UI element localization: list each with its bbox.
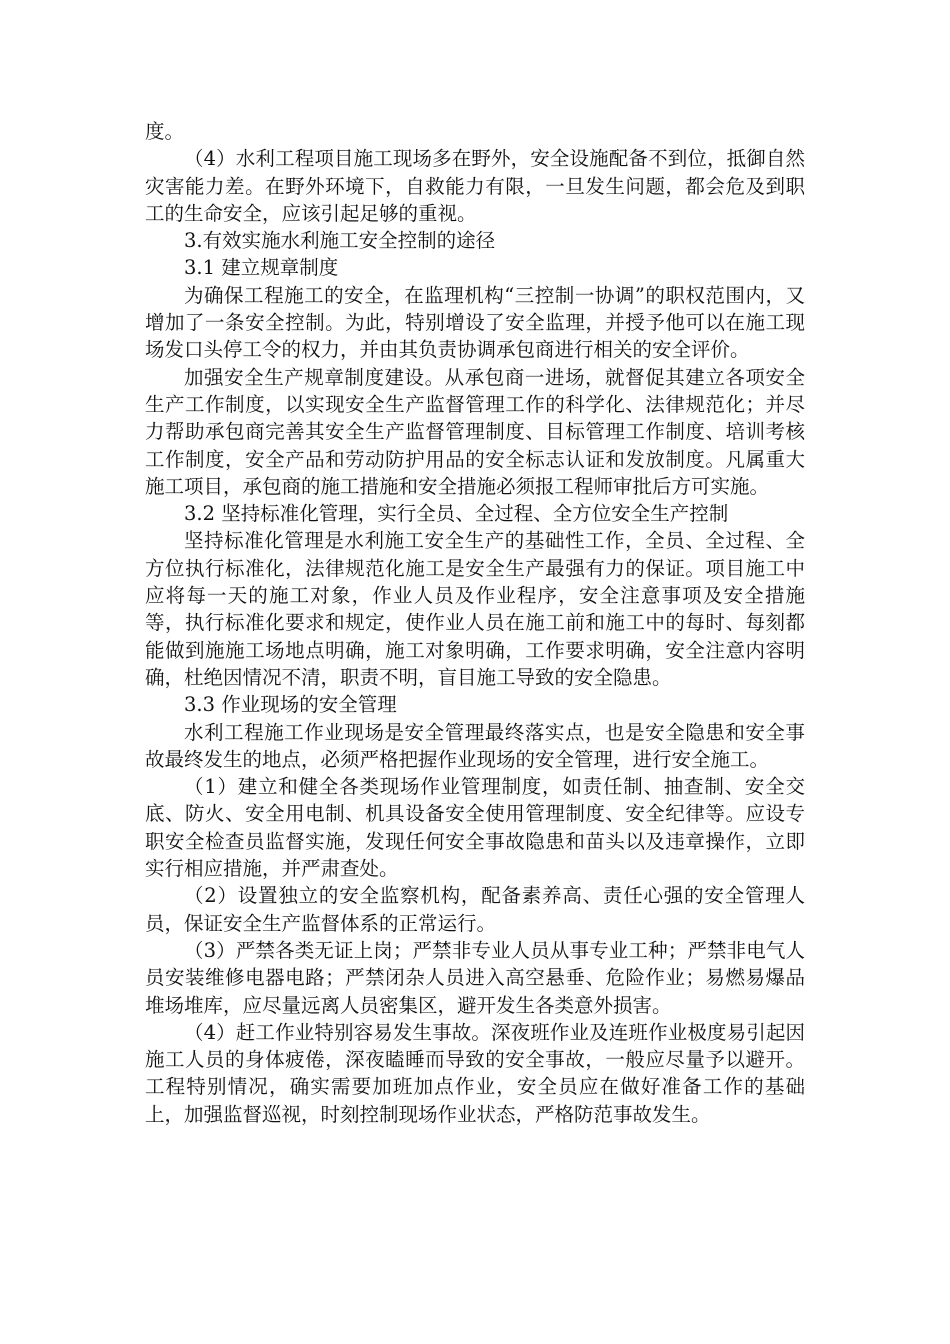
subsection-heading-3-2: 3.2 坚持标准化管理，实行全员、全过程、全方位安全生产控制 bbox=[184, 502, 729, 526]
paragraph-measure-2: （2）设置独立的安全监察机构，配备素养高、责任心强的安全管理人员，保证安全生产监督体系的正常运行。 bbox=[145, 884, 805, 935]
subsection-heading-3-1: 3.1 建立规章制度 bbox=[184, 256, 339, 280]
subsection-heading-3-3: 3.3 作业现场的安全管理 bbox=[184, 693, 397, 717]
paragraph-safety-supervision: 为确保工程施工的安全，在监理机构“三控制一协调”的职权范围内，又增加了一条安全控制。为此，特别增设了安全监理，并授予他可以在施工现场发口头停工令的权力，并由其负责协调承包商进行相关的安全评价。 bbox=[145, 283, 805, 362]
paragraph-measure-1: （1）建立和健全各类现场作业管理制度，如责任制、抽查制、安全交底、防火、安全用电制、机具设备安全使用管理制度、安全纪律等。应设专职安全检查员监督实施，发现任何安全事故隐患和苗头以及违章操作，立即实行相应措施，并严肃查处。 bbox=[145, 775, 805, 881]
paragraph-site-management: 水利工程施工作业现场是安全管理最终落实点，也是安全隐患和安全事故最终发生的地点，必须严格把握作业现场的安全管理，进行安全施工。 bbox=[145, 720, 805, 771]
paragraph-standardization: 坚持标准化管理是水利施工安全生产的基础性工作，全员、全过程、全方位执行标准化，法律规范化施工是安全生产最强有力的保证。项目施工中应将每一天的施工对象，作业人员及作业程序，安全注意事项及安全措施等，执行标准化要求和规定，使作业人员在施工前和施工中的每时、每刻都能做到施施工场地点明确，施工对象明确，工作要求明确，安全注意内容明确，杜绝因情况不清，职责不明，盲目施工导致的安全隐患。 bbox=[145, 529, 805, 689]
paragraph-measure-4: （4）赶工作业特别容易发生事故。深夜班作业及连班作业极度易引起因施工人员的身体疲倦，深夜瞌睡而导致的安全事故，一般应尽量予以避开。工程特别情况，确实需要加班加点作业，安全员应在做好准备工作的基础上，加强监督巡视，时刻控制现场作业状态，严格防范事故发生。 bbox=[145, 1020, 805, 1126]
document-body bbox=[145, 118, 805, 1128]
paragraph-regulations: 加强安全生产规章制度建设。从承包商一进场，就督促其建立各项安全生产工作制度，以实现安全生产监督管理工作的科学化、法律规范化；并尽力帮助承包商完善其安全生产监督管理制度、目标管理工作制度、培训考核工作制度，安全产品和劳动防护用品的安全标志认证和发放制度。凡属重大施工项目，承包商的施工措施和安全措施必须报工程师审批后方可实施。 bbox=[145, 365, 805, 498]
section-heading-3: 3.有效实施水利施工安全控制的途径 bbox=[184, 229, 496, 253]
paragraph-risk-4: （4）水利工程项目施工现场多在野外，安全设施配备不到位，抵御自然灾害能力差。在野外环境下，自救能力有限，一旦发生问题，都会危及到职工的生命安全，应该引起足够的重视。 bbox=[145, 147, 805, 225]
paragraph-continuation: 度。 bbox=[145, 120, 185, 143]
paragraph-measure-3: （3）严禁各类无证上岗；严禁非专业人员从事专业工种；严禁非电气人员安装维修电器电路；严禁闭杂人员进入高空悬垂、危险作业；易燃易爆品堆场堆库，应尽量远离人员密集区，避开发生各类意外损害。 bbox=[145, 938, 805, 1017]
